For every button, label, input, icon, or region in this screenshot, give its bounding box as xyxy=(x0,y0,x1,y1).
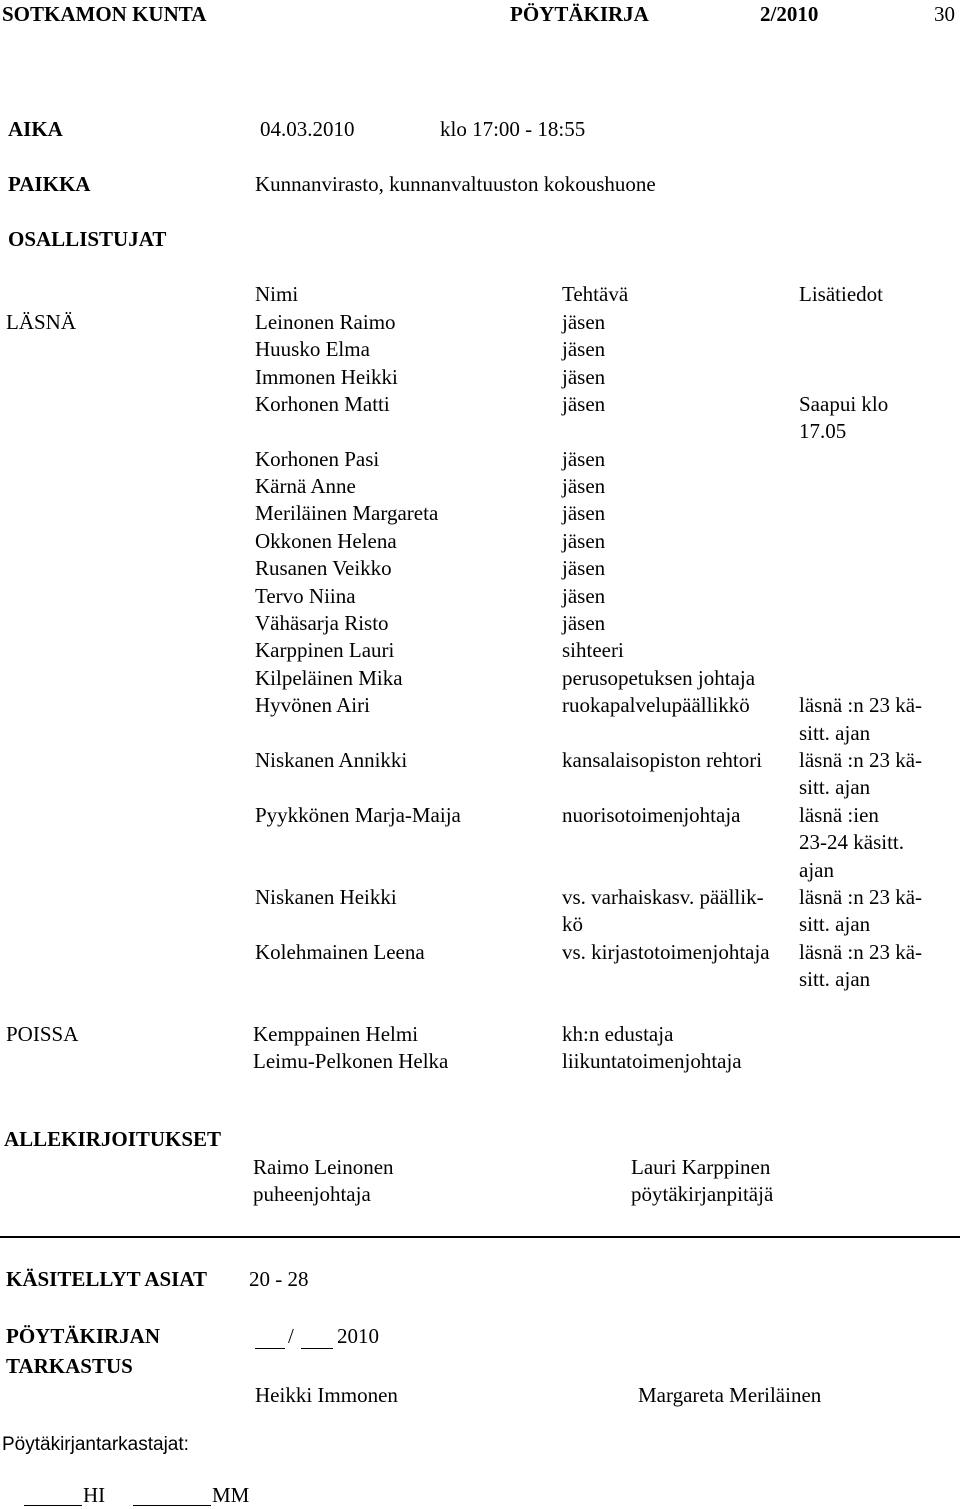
items-label: KÄSITELLYT ASIAT xyxy=(6,1267,207,1291)
attendee-info: 17.05 xyxy=(799,419,847,443)
attendee-info: sitt. ajan xyxy=(799,721,871,745)
attendee-role: sihteeri xyxy=(562,638,624,662)
meeting-place: Kunnanvirasto, kunnanvaltuuston kokoushuone xyxy=(255,172,656,196)
attendee-info: ajan xyxy=(799,858,834,882)
osallistujat-label: OSALLISTUJAT xyxy=(8,227,167,251)
org-name: SOTKAMON KUNTA xyxy=(2,2,207,26)
checker-1-name: Heikki Immonen xyxy=(255,1383,398,1407)
initials-2-blank xyxy=(133,1505,211,1506)
col-header-name: Nimi xyxy=(255,282,299,306)
attendee-info: Saapui klo xyxy=(799,392,889,416)
attendee-name: Hyvönen Airi xyxy=(255,693,370,717)
attendee-name: Tervo Niina xyxy=(255,584,356,608)
attendee-name: Okkonen Helena xyxy=(255,529,397,553)
initials-2: MM xyxy=(212,1483,250,1507)
checkers-label: Pöytäkirjantarkastajat: xyxy=(2,1434,189,1455)
absent-label: POISSA xyxy=(6,1022,79,1046)
attendee-name: Niskanen Heikki xyxy=(255,885,397,909)
attendee-name: Niskanen Annikki xyxy=(255,748,408,772)
absent-role: liikuntatoimenjohtaja xyxy=(562,1049,742,1073)
attendee-role: jäsen xyxy=(562,529,606,553)
attendee-role: jäsen xyxy=(562,556,606,580)
attendee-info: sitt. ajan xyxy=(799,912,871,936)
chair-name: Raimo Leinonen xyxy=(253,1155,394,1179)
attendee-role: ruokapalvelupäällikkö xyxy=(562,693,750,717)
attendee-name: Vähäsarja Risto xyxy=(255,611,389,635)
attendee-info: sitt. ajan xyxy=(799,775,871,799)
items-range: 20 - 28 xyxy=(249,1267,309,1291)
attendee-role: jäsen xyxy=(562,365,606,389)
meeting-date: 04.03.2010 xyxy=(260,117,355,141)
initials-1: HI xyxy=(83,1483,106,1507)
absent-name: Kemppainen Helmi xyxy=(253,1022,419,1046)
signatures-label: ALLEKIRJOITUKSET xyxy=(4,1127,222,1151)
attendee-name: Korhonen Matti xyxy=(255,392,390,416)
secretary-name: Lauri Karppinen xyxy=(631,1155,771,1179)
absent-name: Leimu-Pelkonen Helka xyxy=(253,1049,449,1073)
attendee-role: jäsen xyxy=(562,474,606,498)
paikka-label: PAIKKA xyxy=(8,172,91,196)
attendee-name: Kilpeläinen Mika xyxy=(255,666,403,690)
attendee-name: Karppinen Lauri xyxy=(255,638,395,662)
doc-type: PÖYTÄKIRJA xyxy=(510,2,649,26)
secretary-title: pöytäkirjanpitäjä xyxy=(631,1182,774,1206)
doc-number: 2/2010 xyxy=(760,2,819,26)
initials-1-blank xyxy=(24,1505,82,1506)
attendee-role: nuorisotoimenjohtaja xyxy=(562,803,741,827)
attendee-role: vs. varhaiskasv. päällik- xyxy=(562,885,764,909)
attendee-role: kö xyxy=(562,912,583,936)
attendee-role: jäsen xyxy=(562,501,606,525)
attendee-name: Immonen Heikki xyxy=(255,365,398,389)
attendee-role: jäsen xyxy=(562,611,606,635)
section-divider xyxy=(0,1236,960,1238)
attendee-info: läsnä :n 23 kä- xyxy=(799,940,923,964)
attendee-info: sitt. ajan xyxy=(799,967,871,991)
attendee-name: Korhonen Pasi xyxy=(255,447,380,471)
attendee-role: jäsen xyxy=(562,447,606,471)
attendee-name: Kolehmainen Leena xyxy=(255,940,425,964)
attendee-name: Rusanen Veikko xyxy=(255,556,392,580)
absent-role: kh:n edustaja xyxy=(562,1022,674,1046)
attendee-info: läsnä :n 23 kä- xyxy=(799,748,923,772)
page-number: 30 xyxy=(934,2,955,26)
present-label: LÄSNÄ xyxy=(6,310,77,334)
attendee-role: kansalaisopiston rehtori xyxy=(562,748,763,772)
aika-label: AIKA xyxy=(8,117,63,141)
attendee-info: läsnä :ien xyxy=(799,803,879,827)
review-year: 2010 xyxy=(337,1324,379,1348)
attendee-name: Pyykkönen Marja-Maija xyxy=(255,803,461,827)
attendee-role: jäsen xyxy=(562,392,606,416)
attendee-name: Meriläinen Margareta xyxy=(255,501,439,525)
date-separator: / xyxy=(288,1324,294,1348)
attendee-role: jäsen xyxy=(562,584,606,608)
col-header-role: Tehtävä xyxy=(562,282,629,306)
attendee-name: Huusko Elma xyxy=(255,337,370,361)
attendee-role: jäsen xyxy=(562,310,606,334)
attendee-role: vs. kirjastotoimenjohtaja xyxy=(562,940,770,964)
review-label-line2: TARKASTUS xyxy=(6,1354,133,1378)
attendee-name: Kärnä Anne xyxy=(255,474,356,498)
attendee-info: 23-24 käsitt. xyxy=(799,830,904,854)
attendee-name: Leinonen Raimo xyxy=(255,310,396,334)
date-month-blank xyxy=(301,1348,333,1349)
attendee-info: läsnä :n 23 kä- xyxy=(799,885,923,909)
review-label-line1: PÖYTÄKIRJAN xyxy=(6,1324,161,1348)
checker-2-name: Margareta Meriläinen xyxy=(638,1383,822,1407)
date-day-blank xyxy=(255,1348,285,1349)
attendee-role: perusopetuksen johtaja xyxy=(562,666,756,690)
attendee-role: jäsen xyxy=(562,337,606,361)
meeting-time: klo 17:00 - 18:55 xyxy=(440,117,586,141)
chair-title: puheenjohtaja xyxy=(253,1182,371,1206)
col-header-info: Lisätiedot xyxy=(799,282,883,306)
attendee-info: läsnä :n 23 kä- xyxy=(799,693,923,717)
